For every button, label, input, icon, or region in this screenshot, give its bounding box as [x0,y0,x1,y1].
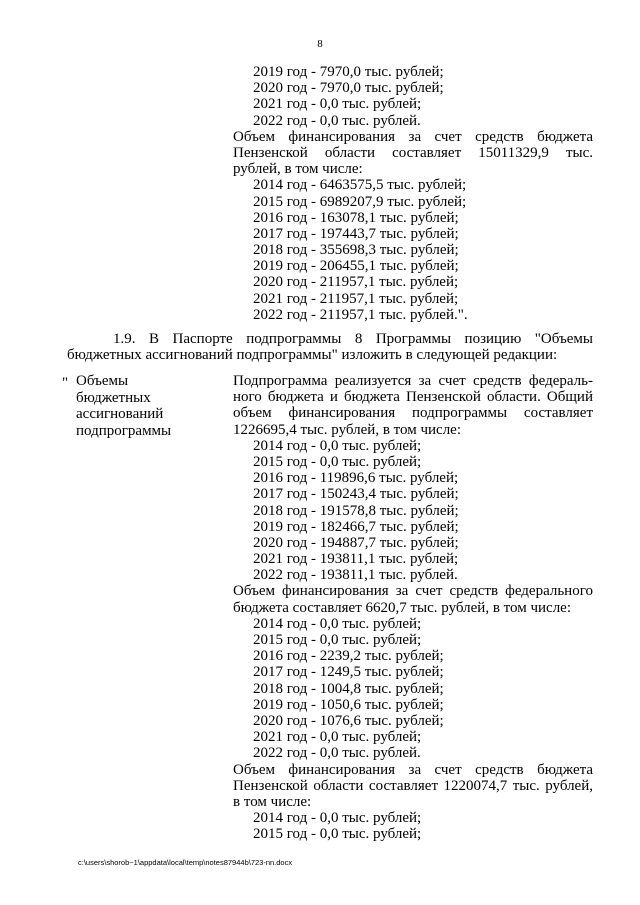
year-line: 2016 год - 119896,6 тыс. рублей; [253,470,459,487]
year-line: 2015 год - 0,0 тыс. рублей; [253,632,422,648]
year-line: 2019 год - 206455,1 тыс. рублей; [253,258,459,275]
year-line: 2022 год - 193811,1 тыс. рублей. [253,567,458,584]
text-line: Объем финансирования за счет средств бюджета [233,761,593,778]
label-line: Объемы [76,373,129,389]
paragraph-line: бюджетных ассигнований подпрограммы" изложить в следующей редакции: [67,347,558,364]
top-funding-block [233,64,593,323]
text-line: Пензенской области составляет 1220074,7 тыс. рублей, [233,777,593,794]
page-number: 8 [317,38,323,50]
year-line: 2022 год - 0,0 тыс. рублей. [253,745,421,762]
label-line: ассигнований [76,406,164,423]
year-line: 2016 год - 2239,2 тыс. рублей; [253,648,444,665]
text-line: объем финансирования подпрограммы составляет [233,405,593,422]
year-line: 2017 год - 1249,5 тыс. рублей; [253,664,444,681]
year-line: 2017 год - 150243,4 тыс. рублей; [253,486,459,503]
year-line: 2020 год - 7970,0 тыс. рублей; [253,80,444,97]
year-line: 2014 год - 0,0 тыс. рублей; [253,615,422,632]
year-line: 2014 год - 6463575,5 тыс. рублей; [253,177,467,194]
year-line: 2016 год - 163078,1 тыс. рублей; [253,209,459,226]
year-line: 2019 год - 182466,7 тыс. рублей; [253,518,459,535]
opening-quote: " [62,375,69,391]
file-path-footer: c:\users\shorob~1\appdata\local\temp\notes87944b\723-nn.docx [78,858,293,867]
year-line: 2019 год - 1050,6 тыс. рублей; [253,696,444,713]
year-line: 2021 год - 0,0 тыс. рублей; [253,96,422,113]
year-line: 2020 год - 211957,1 тыс. рублей; [253,274,459,291]
text-line: Подпрограмма реализуется за счет средств федераль- [233,373,593,389]
year-line: 2014 год - 0,0 тыс. рублей; [253,810,422,827]
year-line: 2019 год - 7970,0 тыс. рублей; [253,64,444,80]
text-line: 1226695,4 тыс. рублей, в том числе: [233,421,462,438]
text-line: в том числе: [233,793,312,810]
year-line: 2018 год - 355698,3 тыс. рублей; [253,242,459,259]
paragraph-line: 1.9. В Паспорте подпрограммы 8 Программы позицию "Объемы [113,331,593,347]
label-line: подпрограммы [76,422,172,439]
year-line: 2015 год - 0,0 тыс. рублей; [253,826,422,843]
text-line: Пензенской области составляет 15011329,9 тыс. [233,144,593,161]
year-line: 2020 год - 194887,7 тыс. рублей; [253,534,459,551]
amendment-paragraph [67,331,593,363]
main-funding-block [233,373,593,842]
year-line: 2022 год - 0,0 тыс. рублей. [253,112,421,129]
text-line: ного бюджета и бюджета Пензенской области. Общий [233,389,593,406]
year-line: 2022 год - 211957,1 тыс. рублей.". [253,306,468,323]
label-line: бюджетных [76,389,151,406]
year-line: 2017 год - 197443,7 тыс. рублей; [253,225,459,242]
year-line: 2018 год - 1004,8 тыс. рублей; [253,680,444,697]
text-line: рублей, в том числе: [233,161,363,178]
text-line: Объем финансирования за счет средств федерального [233,583,593,600]
year-line: 2014 год - 0,0 тыс. рублей; [253,437,422,454]
year-line: 2018 год - 191578,8 тыс. рублей; [253,502,459,519]
year-line: 2020 год - 1076,6 тыс. рублей; [253,712,444,729]
year-line: 2021 год - 193811,1 тыс. рублей; [253,551,459,568]
year-line: 2021 год - 0,0 тыс. рублей; [253,729,422,746]
year-line: 2015 год - 6989207,9 тыс. рублей; [253,193,467,210]
year-line: 2015 год - 0,0 тыс. рублей; [253,453,422,470]
row-label [76,373,216,439]
text-line: Объем финансирования за счет средств бюджета [233,128,593,145]
text-line: бюджета составляет 6620,7 тыс. рублей, в том числе: [233,599,572,616]
year-line: 2021 год - 211957,1 тыс. рублей; [253,290,459,307]
